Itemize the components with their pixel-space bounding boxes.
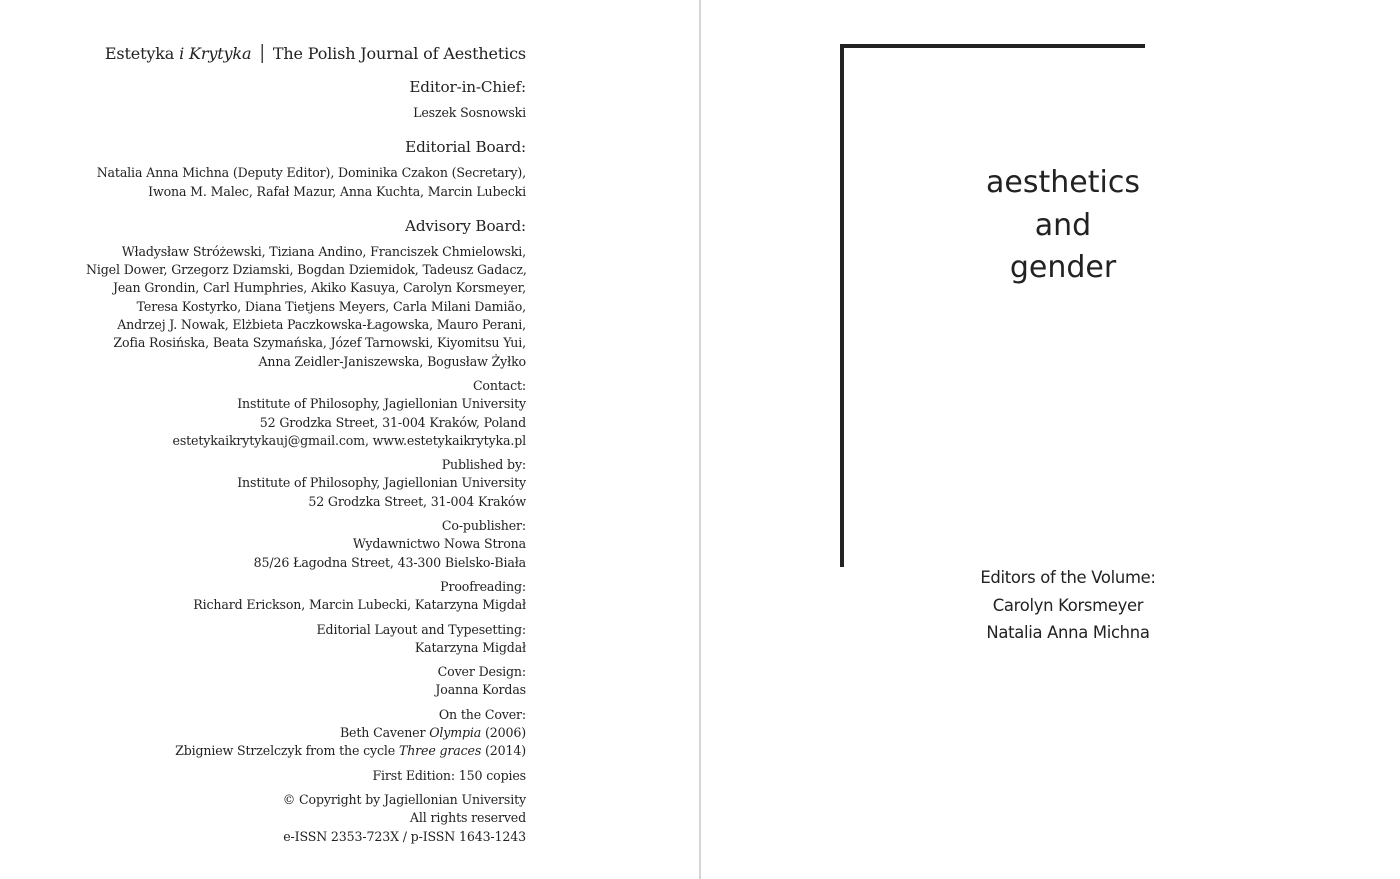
editor-name: Natalia Anna Michna: [986, 623, 1150, 642]
contact-heading: Contact:: [472, 377, 526, 393]
copublisher-heading: Co-publisher:: [441, 518, 526, 534]
journal-title-italic: i Krytyka: [179, 44, 252, 63]
proofreading-heading: Proofreading:: [440, 578, 526, 594]
advisory-board-line: Andrzej J. Nowak, Elżbieta Paczkowska-Łagowska, Mauro Perani,: [117, 317, 526, 333]
advisory-board-line: Nigel Dower, Grzegorz Dziamski, Bogdan Dziemidok, Tadeusz Gadacz,: [86, 262, 527, 278]
advisory-board-heading: Advisory Board:: [405, 216, 526, 235]
cover-design-block: [86, 663, 526, 700]
on-cover-title-1: Olympia: [429, 725, 482, 741]
contact-line: Institute of Philosophy, Jagiellonian University: [237, 396, 526, 412]
editors-heading: Editors of the Volume:: [980, 568, 1156, 587]
editorial-board-line: Iwona M. Malec, Rafał Mazur, Anna Kuchta, Marcin Lubecki: [148, 183, 526, 199]
copyright-block: [86, 791, 526, 846]
proofreading-names: Richard Erickson, Marcin Lubecki, Katarzyna Migdał: [193, 597, 526, 613]
layout-block: [86, 621, 526, 658]
advisory-board-line: Anna Zeidler-Janiszewska, Bogusław Żyłko: [258, 353, 526, 369]
published-by-heading: Published by:: [441, 457, 526, 473]
on-cover-artist-1: Beth Cavener: [339, 725, 430, 741]
advisory-board-list: [86, 243, 526, 371]
advisory-board-line: Jean Grondin, Carl Humphries, Akiko Kasuya, Carolyn Korsmeyer,: [112, 280, 526, 296]
editor-name: Carolyn Korsmeyer: [992, 595, 1144, 615]
contact-line: estetykaikrytykauj@gmail.com, www.estetykaikrytyka.pl: [172, 432, 526, 448]
volume-editors: [937, 564, 1199, 647]
on-cover-year-1: (2006): [481, 725, 526, 741]
cover-design-heading: Cover Design:: [437, 664, 526, 680]
on-cover-work-1: [86, 724, 526, 742]
editor-in-chief-line: Leszek Sosnowski: [413, 105, 526, 120]
volume-title: [937, 162, 1189, 290]
journal-separator: │: [257, 44, 267, 63]
editor-in-chief-name: [86, 104, 526, 122]
first-edition: First Edition: 150 copies: [372, 767, 526, 783]
imprint-column: [86, 44, 526, 846]
journal-title: [86, 44, 526, 64]
journal-title-main: Estetyka: [104, 44, 180, 63]
editorial-board-line: Natalia Anna Michna (Deputy Editor), Dominika Czakon (Secretary),: [96, 165, 526, 181]
layout-name: Katarzyna Migdał: [414, 639, 526, 655]
on-cover-work-2: [86, 742, 526, 760]
published-by-line: Institute of Philosophy, Jagiellonian University: [237, 475, 526, 491]
volume-title-line: gender: [1009, 250, 1117, 285]
published-by-block: [86, 456, 526, 511]
right-page: [701, 0, 1400, 879]
contact-block: [86, 377, 526, 450]
on-cover-title-2: Three graces: [398, 743, 482, 759]
proofreading-block: [86, 578, 526, 615]
layout-heading: Editorial Layout and Typesetting:: [316, 621, 526, 637]
cover-frame-top-bar: [840, 44, 1145, 48]
on-cover-heading: On the Cover:: [438, 706, 526, 722]
copublisher-line: Wydawnictwo Nowa Strona: [352, 536, 526, 552]
advisory-board-line: Zofia Rosińska, Beata Szymańska, Józef Tarnowski, Kiyomitsu Yui,: [113, 335, 526, 351]
contact-line: 52 Grodzka Street, 31-004 Kraków, Poland: [259, 414, 526, 430]
on-cover-artist-2: Zbigniew Strzelczyk from the cycle: [175, 743, 399, 759]
on-cover-year-2: (2014): [481, 743, 526, 759]
issn-line: e-ISSN 2353-723X / p-ISSN 1643-1243: [283, 828, 526, 844]
advisory-board-line: Władysław Stróżewski, Tiziana Andino, Franciszek Chmielowski,: [121, 243, 526, 259]
copyright-line: All rights reserved: [409, 810, 526, 826]
first-edition-block: [86, 767, 526, 785]
editorial-board-heading: Editorial Board:: [405, 138, 526, 157]
copublisher-block: [86, 517, 526, 572]
volume-title-line: and: [1034, 207, 1092, 243]
journal-subtitle: The Polish Journal of Aesthetics: [272, 44, 526, 63]
cover-design-name: Joanna Kordas: [435, 682, 526, 698]
copublisher-line: 85/26 Łagodna Street, 43-300 Bielsko-Biała: [253, 554, 526, 570]
volume-title-line: aesthetics: [986, 165, 1140, 200]
on-cover-block: [86, 706, 526, 761]
editor-in-chief-heading: Editor-in-Chief:: [409, 78, 526, 96]
cover-frame-left-bar: [840, 44, 844, 567]
advisory-board-line: Teresa Kostyrko, Diana Tietjens Meyers, Carla Milani Damião,: [136, 298, 526, 314]
copyright-line: © Copyright by Jagiellonian University: [282, 791, 526, 807]
published-by-line: 52 Grodzka Street, 31-004 Kraków: [308, 493, 526, 509]
editorial-board-list: [86, 164, 526, 201]
